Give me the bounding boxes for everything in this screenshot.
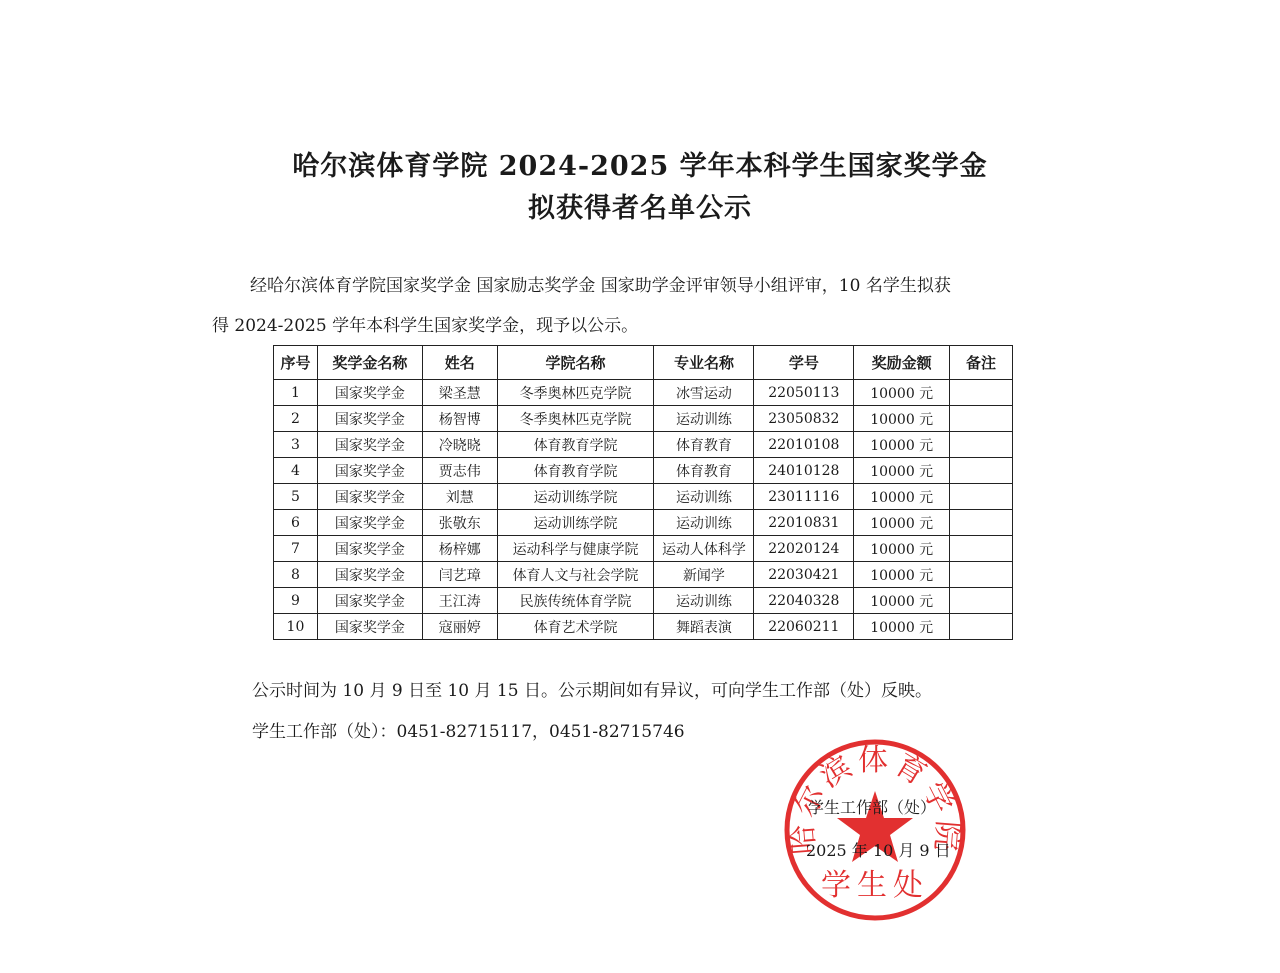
header-college: 学院名称 bbox=[497, 346, 654, 380]
cell-amount: 10000 元 bbox=[854, 380, 950, 406]
cell-index: 3 bbox=[274, 432, 318, 458]
cell-remark bbox=[950, 510, 1013, 536]
seal-center-text: 学生处 bbox=[821, 868, 929, 903]
cell-scholarship: 国家奖学金 bbox=[317, 458, 422, 484]
cell-major: 运动人体科学 bbox=[654, 536, 754, 562]
seal-ring-text: 哈尔滨体育学院 bbox=[784, 742, 966, 856]
cell-amount: 10000 元 bbox=[854, 406, 950, 432]
table-row bbox=[274, 458, 1013, 484]
cell-index: 9 bbox=[274, 588, 318, 614]
cell-name: 贾志伟 bbox=[422, 458, 497, 484]
cell-amount: 10000 元 bbox=[854, 432, 950, 458]
cell-index: 1 bbox=[274, 380, 318, 406]
cell-remark bbox=[950, 588, 1013, 614]
cell-index: 6 bbox=[274, 510, 318, 536]
contact-phone: 学生工作部（处）：0451-82715117，0451-82715746 bbox=[252, 722, 685, 742]
header-name: 姓名 bbox=[422, 346, 497, 380]
header-remark: 备注 bbox=[950, 346, 1013, 380]
cell-remark bbox=[950, 380, 1013, 406]
official-seal-icon bbox=[780, 735, 970, 925]
table-row bbox=[274, 380, 1013, 406]
cell-name: 闫艺璋 bbox=[422, 562, 497, 588]
cell-scholarship: 国家奖学金 bbox=[317, 432, 422, 458]
header-major: 专业名称 bbox=[654, 346, 754, 380]
header-student-id: 学号 bbox=[754, 346, 854, 380]
cell-college: 体育教育学院 bbox=[497, 458, 654, 484]
table-row bbox=[274, 588, 1013, 614]
cell-scholarship: 国家奖学金 bbox=[317, 380, 422, 406]
cell-remark bbox=[950, 562, 1013, 588]
table-row bbox=[274, 614, 1013, 640]
cell-scholarship: 国家奖学金 bbox=[317, 484, 422, 510]
cell-remark bbox=[950, 458, 1013, 484]
cell-college: 民族传统体育学院 bbox=[497, 588, 654, 614]
cell-scholarship: 国家奖学金 bbox=[317, 614, 422, 640]
cell-index: 10 bbox=[274, 614, 318, 640]
cell-amount: 10000 元 bbox=[854, 588, 950, 614]
cell-index: 4 bbox=[274, 458, 318, 484]
cell-student-id: 23011116 bbox=[754, 484, 854, 510]
cell-college: 体育教育学院 bbox=[497, 432, 654, 458]
cell-index: 2 bbox=[274, 406, 318, 432]
intro-paragraph bbox=[212, 266, 1082, 346]
cell-student-id: 22060211 bbox=[754, 614, 854, 640]
cell-name: 张敬东 bbox=[422, 510, 497, 536]
cell-college: 运动训练学院 bbox=[497, 484, 654, 510]
cell-major: 新闻学 bbox=[654, 562, 754, 588]
document-title-line2: 拟获得者名单公示 bbox=[528, 193, 752, 224]
cell-remark bbox=[950, 406, 1013, 432]
cell-student-id: 22030421 bbox=[754, 562, 854, 588]
table-row bbox=[274, 562, 1013, 588]
cell-student-id: 22050113 bbox=[754, 380, 854, 406]
cell-student-id: 23050832 bbox=[754, 406, 854, 432]
cell-major: 运动训练 bbox=[654, 588, 754, 614]
cell-index: 7 bbox=[274, 536, 318, 562]
document-title-line1: 哈尔滨体育学院 2024-2025 学年本科学生国家奖学金 bbox=[292, 151, 988, 182]
cell-college: 体育艺术学院 bbox=[497, 614, 654, 640]
cell-name: 王江涛 bbox=[422, 588, 497, 614]
intro-line1: 经哈尔滨体育学院国家奖学金 国家励志奖学金 国家助学金评审领导小组评审，10 名学生拟获 bbox=[250, 276, 951, 296]
scholarship-table bbox=[273, 345, 1013, 640]
table-row bbox=[274, 510, 1013, 536]
cell-major: 体育教育 bbox=[654, 458, 754, 484]
table-row bbox=[274, 484, 1013, 510]
table-header-row bbox=[274, 346, 1013, 380]
cell-scholarship: 国家奖学金 bbox=[317, 588, 422, 614]
cell-student-id: 22020124 bbox=[754, 536, 854, 562]
cell-amount: 10000 元 bbox=[854, 536, 950, 562]
cell-index: 5 bbox=[274, 484, 318, 510]
cell-student-id: 24010128 bbox=[754, 458, 854, 484]
cell-major: 运动训练 bbox=[654, 484, 754, 510]
cell-amount: 10000 元 bbox=[854, 562, 950, 588]
cell-scholarship: 国家奖学金 bbox=[317, 536, 422, 562]
cell-amount: 10000 元 bbox=[854, 510, 950, 536]
table-row bbox=[274, 536, 1013, 562]
cell-amount: 10000 元 bbox=[854, 614, 950, 640]
cell-major: 体育教育 bbox=[654, 432, 754, 458]
cell-college: 运动科学与健康学院 bbox=[497, 536, 654, 562]
cell-student-id: 22040328 bbox=[754, 588, 854, 614]
cell-college: 冬季奥林匹克学院 bbox=[497, 406, 654, 432]
cell-remark bbox=[950, 432, 1013, 458]
cell-index: 8 bbox=[274, 562, 318, 588]
cell-name: 刘慧 bbox=[422, 484, 497, 510]
table-row bbox=[274, 432, 1013, 458]
cell-scholarship: 国家奖学金 bbox=[317, 510, 422, 536]
table-row bbox=[274, 406, 1013, 432]
cell-college: 体育人文与社会学院 bbox=[497, 562, 654, 588]
header-amount: 奖励金额 bbox=[854, 346, 950, 380]
intro-line2: 得 2024-2025 学年本科学生国家奖学金，现予以公示。 bbox=[212, 316, 639, 336]
cell-major: 舞蹈表演 bbox=[654, 614, 754, 640]
cell-remark bbox=[950, 614, 1013, 640]
cell-name: 寇丽婷 bbox=[422, 614, 497, 640]
cell-remark bbox=[950, 484, 1013, 510]
cell-college: 冬季奥林匹克学院 bbox=[497, 380, 654, 406]
cell-name: 杨梓娜 bbox=[422, 536, 497, 562]
cell-remark bbox=[950, 536, 1013, 562]
cell-amount: 10000 元 bbox=[854, 458, 950, 484]
cell-scholarship: 国家奖学金 bbox=[317, 562, 422, 588]
cell-student-id: 22010108 bbox=[754, 432, 854, 458]
notice-period: 公示时间为 10 月 9 日至 10 月 15 日。公示期间如有异议，可向学生工作部（处）反映。 bbox=[252, 681, 932, 701]
signature-date: 2025 年 10 月 9 日 bbox=[806, 841, 951, 860]
cell-name: 杨智博 bbox=[422, 406, 497, 432]
cell-name: 冷晓晓 bbox=[422, 432, 497, 458]
cell-major: 运动训练 bbox=[654, 510, 754, 536]
cell-major: 冰雪运动 bbox=[654, 380, 754, 406]
cell-name: 梁圣慧 bbox=[422, 380, 497, 406]
header-index: 序号 bbox=[274, 346, 318, 380]
header-scholarship: 奖学金名称 bbox=[317, 346, 422, 380]
cell-scholarship: 国家奖学金 bbox=[317, 406, 422, 432]
cell-college: 运动训练学院 bbox=[497, 510, 654, 536]
cell-major: 运动训练 bbox=[654, 406, 754, 432]
signature-department: 学生工作部（处） bbox=[808, 798, 937, 817]
cell-amount: 10000 元 bbox=[854, 484, 950, 510]
cell-student-id: 22010831 bbox=[754, 510, 854, 536]
